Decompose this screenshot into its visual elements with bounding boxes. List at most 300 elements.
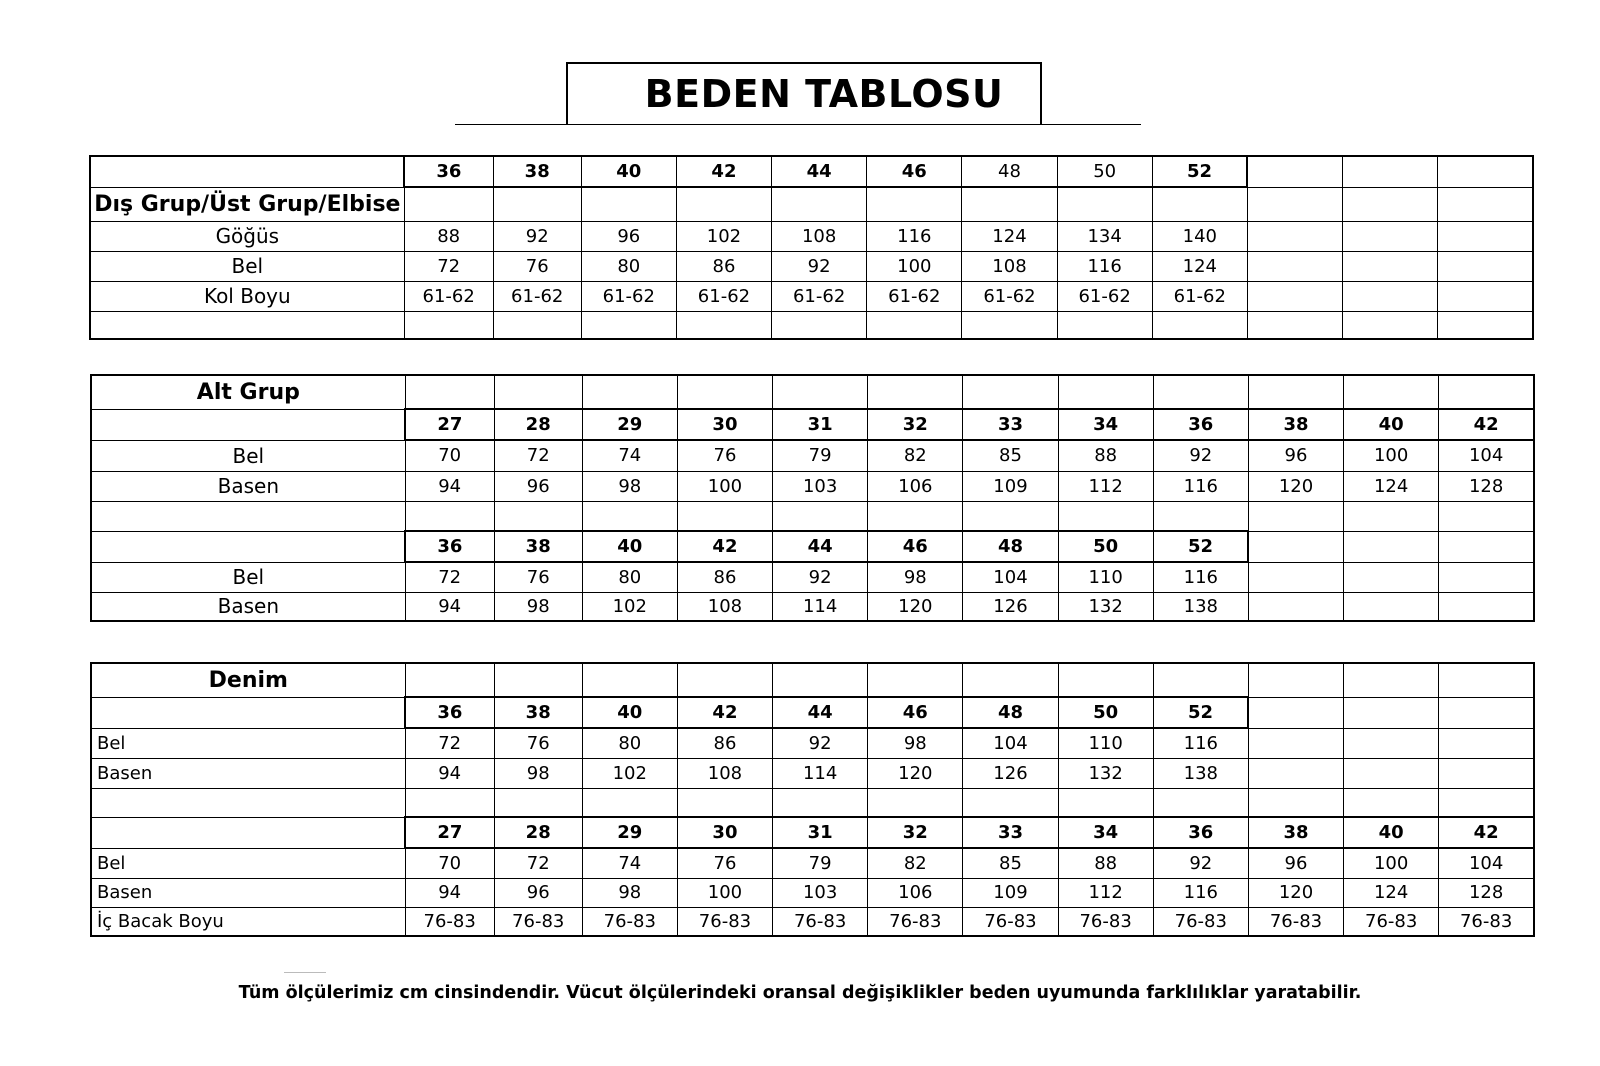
- table-cell: 76-83: [1153, 907, 1248, 936]
- size-header-cell: 36: [404, 156, 493, 187]
- size-header-cell: 42: [676, 156, 771, 187]
- table-cell: 108: [677, 592, 772, 621]
- row-label: Bel: [91, 440, 405, 471]
- table-cell: 92: [1153, 848, 1248, 878]
- table-cell: 100: [677, 471, 772, 501]
- row-label: İç Bacak Boyu: [91, 907, 405, 936]
- table-cell: 98: [868, 562, 963, 592]
- size-header-cell: 32: [868, 409, 963, 440]
- table-cell: [1343, 251, 1438, 281]
- table-row: [91, 878, 1534, 907]
- size-header-cell: 36: [405, 697, 494, 728]
- table-cell: 100: [1344, 440, 1439, 471]
- size-header-cell: 42: [677, 531, 772, 562]
- table-cell: 109: [963, 471, 1058, 501]
- table-cell: 61-62: [676, 281, 771, 311]
- table-cell: [773, 501, 868, 531]
- table-cell: [773, 375, 868, 409]
- table-cell: 92: [773, 562, 868, 592]
- table-cell: [1344, 375, 1439, 409]
- table-cell: 76-83: [582, 907, 677, 936]
- table-cell: [963, 663, 1058, 697]
- page-title: BEDEN TABLOSU: [644, 72, 1004, 116]
- table-cell: 120: [868, 592, 963, 621]
- row-label: [90, 156, 404, 187]
- table-cell: 114: [773, 758, 868, 788]
- size-header-cell: 44: [773, 697, 868, 728]
- table-cell: 124: [1344, 878, 1439, 907]
- table-cell: 100: [1344, 848, 1439, 878]
- table-cell: [1438, 251, 1533, 281]
- table-row: [91, 501, 1534, 531]
- table-cell: [1344, 562, 1439, 592]
- table-cell: 104: [963, 562, 1058, 592]
- table-cell: 96: [1248, 848, 1343, 878]
- table-cell: [1058, 501, 1153, 531]
- table-cell: [1343, 281, 1438, 311]
- table-cell: [676, 311, 771, 339]
- size-header-cell: 33: [963, 817, 1058, 848]
- table-row: [91, 375, 1534, 409]
- table-cell: [405, 501, 494, 531]
- table-cell: 132: [1058, 592, 1153, 621]
- size-header-cell: 50: [1057, 156, 1152, 187]
- table-cell: 82: [868, 848, 963, 878]
- table-cell: 72: [405, 728, 494, 758]
- size-header-cell: 42: [1439, 817, 1534, 848]
- table-cell: 138: [1153, 758, 1248, 788]
- table-cell: 72: [494, 848, 582, 878]
- size-header-cell: 36: [1153, 817, 1248, 848]
- table-cell: 116: [1153, 878, 1248, 907]
- table-cell: 98: [868, 728, 963, 758]
- table-cell: [867, 187, 962, 221]
- size-header-cell: 52: [1153, 697, 1248, 728]
- table-row: [91, 663, 1534, 697]
- table-row: [91, 728, 1534, 758]
- table-cell: [1057, 187, 1152, 221]
- table-cell: 116: [1057, 251, 1152, 281]
- group-heading: Alt Grup: [91, 375, 405, 409]
- table-cell: 96: [494, 471, 582, 501]
- title-box: [566, 62, 1042, 124]
- table-cell: 109: [963, 878, 1058, 907]
- size-header-cell: [1439, 531, 1534, 562]
- row-label: [91, 788, 405, 817]
- table-cell: 108: [962, 251, 1057, 281]
- table-cell: 86: [677, 728, 772, 758]
- table-cell: 86: [677, 562, 772, 592]
- table-cell: 128: [1439, 878, 1534, 907]
- table-cell: [1153, 501, 1248, 531]
- table-cell: 102: [582, 758, 677, 788]
- table-cell: [1247, 311, 1342, 339]
- table-cell: 79: [773, 848, 868, 878]
- table-cell: [1248, 663, 1343, 697]
- table-cell: 103: [773, 878, 868, 907]
- table-cell: 92: [772, 251, 867, 281]
- table-row: [91, 907, 1534, 936]
- table-cell: [1343, 311, 1438, 339]
- table-cell: [962, 187, 1057, 221]
- size-header-cell: 38: [1248, 817, 1343, 848]
- row-label: Bel: [90, 251, 404, 281]
- size-header-cell: [1344, 697, 1439, 728]
- table-cell: [1439, 663, 1534, 697]
- table-cell: 108: [677, 758, 772, 788]
- table-cell: [1438, 311, 1533, 339]
- table-row: [91, 817, 1534, 848]
- size-header-cell: 36: [1153, 409, 1248, 440]
- table-cell: 85: [963, 440, 1058, 471]
- table-cell: [1248, 375, 1343, 409]
- table-cell: [582, 663, 677, 697]
- size-header-cell: 44: [773, 531, 868, 562]
- table-cell: 104: [1439, 848, 1534, 878]
- table-cell: 106: [868, 878, 963, 907]
- size-header-cell: 42: [1439, 409, 1534, 440]
- size-header-cell: 40: [582, 697, 677, 728]
- table-cell: 96: [581, 221, 676, 251]
- table-cell: 94: [405, 592, 494, 621]
- table-cell: [1248, 788, 1343, 817]
- table-cell: [1439, 758, 1534, 788]
- table-cell: [1439, 501, 1534, 531]
- table-cell: 82: [868, 440, 963, 471]
- table-cell: [494, 375, 582, 409]
- table-cell: 112: [1058, 471, 1153, 501]
- group-heading: Dış Grup/Üst Grup/Elbise: [90, 187, 404, 221]
- row-label: Basen: [91, 471, 405, 501]
- size-header-cell: [1248, 531, 1343, 562]
- table-cell: 80: [582, 728, 677, 758]
- table-cell: 140: [1152, 221, 1247, 251]
- table-cell: [868, 375, 963, 409]
- row-label: Basen: [91, 592, 405, 621]
- table-cell: 103: [773, 471, 868, 501]
- size-header-cell: 33: [963, 409, 1058, 440]
- size-header-cell: 32: [868, 817, 963, 848]
- table-cell: [494, 663, 582, 697]
- table-cell: 138: [1153, 592, 1248, 621]
- footnote: Tüm ölçülerimiz cm cinsindendir. Vücut ölçülerindeki oransal değişiklikler beden uyumunda farklılıklar yaratabilir.: [238, 983, 1362, 1003]
- table-cell: [404, 187, 493, 221]
- row-label: [91, 409, 405, 440]
- size-header-cell: 31: [773, 409, 868, 440]
- table-cell: 104: [1439, 440, 1534, 471]
- table-cell: [1153, 375, 1248, 409]
- table-cell: [772, 187, 867, 221]
- size-header-cell: 50: [1058, 697, 1153, 728]
- table-cell: [772, 311, 867, 339]
- table-cell: [1058, 788, 1153, 817]
- table-cell: [773, 663, 868, 697]
- table-cell: 106: [868, 471, 963, 501]
- table-cell: [1344, 788, 1439, 817]
- table-cell: [1439, 592, 1534, 621]
- table-cell: 76-83: [405, 907, 494, 936]
- table-cell: [494, 788, 582, 817]
- table-cell: 114: [773, 592, 868, 621]
- size-header-cell: 38: [494, 697, 582, 728]
- table-cell: [867, 311, 962, 339]
- size-header-cell: 38: [494, 531, 582, 562]
- table-cell: 132: [1058, 758, 1153, 788]
- size-header-cell: [1248, 697, 1343, 728]
- table-row: [90, 156, 1533, 187]
- table-row: [91, 697, 1534, 728]
- size-header-cell: 48: [963, 697, 1058, 728]
- table-cell: 94: [405, 878, 494, 907]
- table-cell: 126: [963, 592, 1058, 621]
- table-cell: [676, 187, 771, 221]
- table-cell: [582, 788, 677, 817]
- table-cell: 108: [772, 221, 867, 251]
- row-label: Bel: [91, 728, 405, 758]
- table-cell: 88: [1058, 848, 1153, 878]
- table-cell: 72: [405, 562, 494, 592]
- table-cell: [405, 375, 494, 409]
- table-cell: [493, 311, 581, 339]
- size-header-cell: 48: [963, 531, 1058, 562]
- size-header-cell: [1344, 531, 1439, 562]
- table-cell: 110: [1058, 728, 1153, 758]
- table-cell: 76-83: [1248, 907, 1343, 936]
- table-cell: 61-62: [581, 281, 676, 311]
- table-cell: 116: [1153, 471, 1248, 501]
- table-cell: [1248, 592, 1343, 621]
- table-cell: 74: [582, 848, 677, 878]
- table-cell: 76-83: [963, 907, 1058, 936]
- table-cell: 96: [1248, 440, 1343, 471]
- table-cell: 74: [582, 440, 677, 471]
- table-cell: 98: [582, 878, 677, 907]
- table-cell: [1344, 592, 1439, 621]
- size-header-cell: 38: [493, 156, 581, 187]
- size-header-cell: [1247, 156, 1342, 187]
- table-cell: 126: [963, 758, 1058, 788]
- table-cell: 104: [963, 728, 1058, 758]
- table-cell: 76-83: [868, 907, 963, 936]
- table-cell: 92: [1153, 440, 1248, 471]
- table-cell: [1248, 728, 1343, 758]
- table-cell: [963, 788, 1058, 817]
- table-cell: 76-83: [1439, 907, 1534, 936]
- table-row: [90, 281, 1533, 311]
- table-cell: 72: [404, 251, 493, 281]
- size-header-cell: 34: [1058, 817, 1153, 848]
- size-header-cell: 46: [868, 697, 963, 728]
- table-cell: 76: [677, 848, 772, 878]
- table-cell: 61-62: [867, 281, 962, 311]
- table-cell: 120: [1248, 878, 1343, 907]
- size-header-cell: 42: [677, 697, 772, 728]
- table-row: [91, 409, 1534, 440]
- table-cell: 94: [405, 471, 494, 501]
- size-header-cell: 52: [1153, 531, 1248, 562]
- row-label: Basen: [91, 878, 405, 907]
- table-cell: [963, 501, 1058, 531]
- size-header-cell: 38: [1248, 409, 1343, 440]
- table-cell: [1344, 663, 1439, 697]
- table-cell: [677, 663, 772, 697]
- table-cell: 120: [868, 758, 963, 788]
- table-cell: [1153, 663, 1248, 697]
- table-row: [91, 562, 1534, 592]
- table-row: [91, 440, 1534, 471]
- table-cell: 61-62: [1152, 281, 1247, 311]
- table-cell: 134: [1057, 221, 1152, 251]
- table-cell: [1247, 187, 1342, 221]
- table-cell: [773, 788, 868, 817]
- row-label: [91, 817, 405, 848]
- group-heading: Denim: [91, 663, 405, 697]
- table-cell: [1248, 758, 1343, 788]
- row-label: Kol Boyu: [90, 281, 404, 311]
- table-cell: 79: [773, 440, 868, 471]
- table-cell: 76-83: [773, 907, 868, 936]
- table-cell: 110: [1058, 562, 1153, 592]
- row-label: Bel: [91, 562, 405, 592]
- table-row: [90, 251, 1533, 281]
- table-cell: [1438, 221, 1533, 251]
- table-row: [91, 848, 1534, 878]
- table-cell: [962, 311, 1057, 339]
- size-table-alt-grup: [90, 374, 1535, 622]
- size-header-cell: [1439, 697, 1534, 728]
- table-cell: [963, 375, 1058, 409]
- table-cell: [405, 663, 494, 697]
- row-label: [91, 531, 405, 562]
- table-cell: 98: [494, 592, 582, 621]
- table-cell: [1248, 562, 1343, 592]
- table-cell: [1343, 187, 1438, 221]
- size-header-cell: 46: [867, 156, 962, 187]
- table-cell: [1058, 375, 1153, 409]
- table-cell: [677, 501, 772, 531]
- table-cell: 128: [1439, 471, 1534, 501]
- size-header-cell: 28: [494, 817, 582, 848]
- table-cell: [1343, 221, 1438, 251]
- size-header-cell: 27: [405, 817, 494, 848]
- table-cell: 76: [494, 562, 582, 592]
- size-header-cell: 28: [494, 409, 582, 440]
- table-cell: 100: [867, 251, 962, 281]
- table-cell: [1439, 562, 1534, 592]
- table-cell: [581, 187, 676, 221]
- note-divider: [284, 972, 326, 973]
- table-cell: 96: [494, 878, 582, 907]
- table-cell: 76-83: [494, 907, 582, 936]
- table-cell: 98: [494, 758, 582, 788]
- size-header-cell: 40: [1344, 409, 1439, 440]
- size-header-cell: 46: [868, 531, 963, 562]
- table-cell: 61-62: [404, 281, 493, 311]
- table-cell: 86: [676, 251, 771, 281]
- table-cell: 76-83: [677, 907, 772, 936]
- table-cell: [1153, 788, 1248, 817]
- table-cell: 61-62: [1057, 281, 1152, 311]
- table-cell: 76-83: [1058, 907, 1153, 936]
- table-cell: [1247, 281, 1342, 311]
- row-label: Basen: [91, 758, 405, 788]
- size-header-cell: 31: [773, 817, 868, 848]
- table-cell: [1344, 758, 1439, 788]
- table-cell: [1344, 501, 1439, 531]
- table-cell: [868, 788, 963, 817]
- size-header-cell: 40: [1344, 817, 1439, 848]
- table-cell: 61-62: [493, 281, 581, 311]
- table-cell: [493, 187, 581, 221]
- table-cell: [1439, 728, 1534, 758]
- table-cell: 102: [582, 592, 677, 621]
- table-cell: [1247, 221, 1342, 251]
- table-cell: 98: [582, 471, 677, 501]
- table-cell: [1247, 251, 1342, 281]
- size-header-cell: 36: [405, 531, 494, 562]
- table-cell: [581, 311, 676, 339]
- table-row: [91, 531, 1534, 562]
- table-cell: 100: [677, 878, 772, 907]
- table-row: [90, 187, 1533, 221]
- table-cell: 124: [962, 221, 1057, 251]
- table-cell: 61-62: [962, 281, 1057, 311]
- size-header-cell: 48: [962, 156, 1057, 187]
- table-cell: [1058, 663, 1153, 697]
- size-header-cell: 30: [677, 409, 772, 440]
- size-header-cell: 44: [772, 156, 867, 187]
- table-cell: [1438, 281, 1533, 311]
- table-cell: 116: [1153, 562, 1248, 592]
- table-cell: 112: [1058, 878, 1153, 907]
- size-header-cell: [1438, 156, 1533, 187]
- size-header-cell: 34: [1058, 409, 1153, 440]
- table-cell: [868, 663, 963, 697]
- table-row: [91, 471, 1534, 501]
- table-row: [90, 221, 1533, 251]
- table-cell: 102: [676, 221, 771, 251]
- table-cell: [677, 375, 772, 409]
- table-cell: 88: [404, 221, 493, 251]
- table-cell: [868, 501, 963, 531]
- table-cell: [1439, 375, 1534, 409]
- size-header-cell: 52: [1152, 156, 1247, 187]
- table-cell: [582, 375, 677, 409]
- table-cell: [404, 311, 493, 339]
- table-cell: 92: [773, 728, 868, 758]
- row-label: [90, 311, 404, 339]
- table-cell: 120: [1248, 471, 1343, 501]
- table-cell: 80: [581, 251, 676, 281]
- table-cell: 80: [582, 562, 677, 592]
- table-cell: 94: [405, 758, 494, 788]
- table-cell: 116: [867, 221, 962, 251]
- row-label: Göğüs: [90, 221, 404, 251]
- size-header-cell: 29: [582, 817, 677, 848]
- table-cell: 124: [1152, 251, 1247, 281]
- size-header-cell: 40: [581, 156, 676, 187]
- row-label: [91, 697, 405, 728]
- size-header-cell: 29: [582, 409, 677, 440]
- table-cell: 76-83: [1344, 907, 1439, 936]
- size-header-cell: [1343, 156, 1438, 187]
- table-cell: 61-62: [772, 281, 867, 311]
- table-row: [91, 592, 1534, 621]
- table-cell: [1152, 311, 1247, 339]
- table-cell: 124: [1344, 471, 1439, 501]
- table-row: [91, 758, 1534, 788]
- table-cell: [1248, 501, 1343, 531]
